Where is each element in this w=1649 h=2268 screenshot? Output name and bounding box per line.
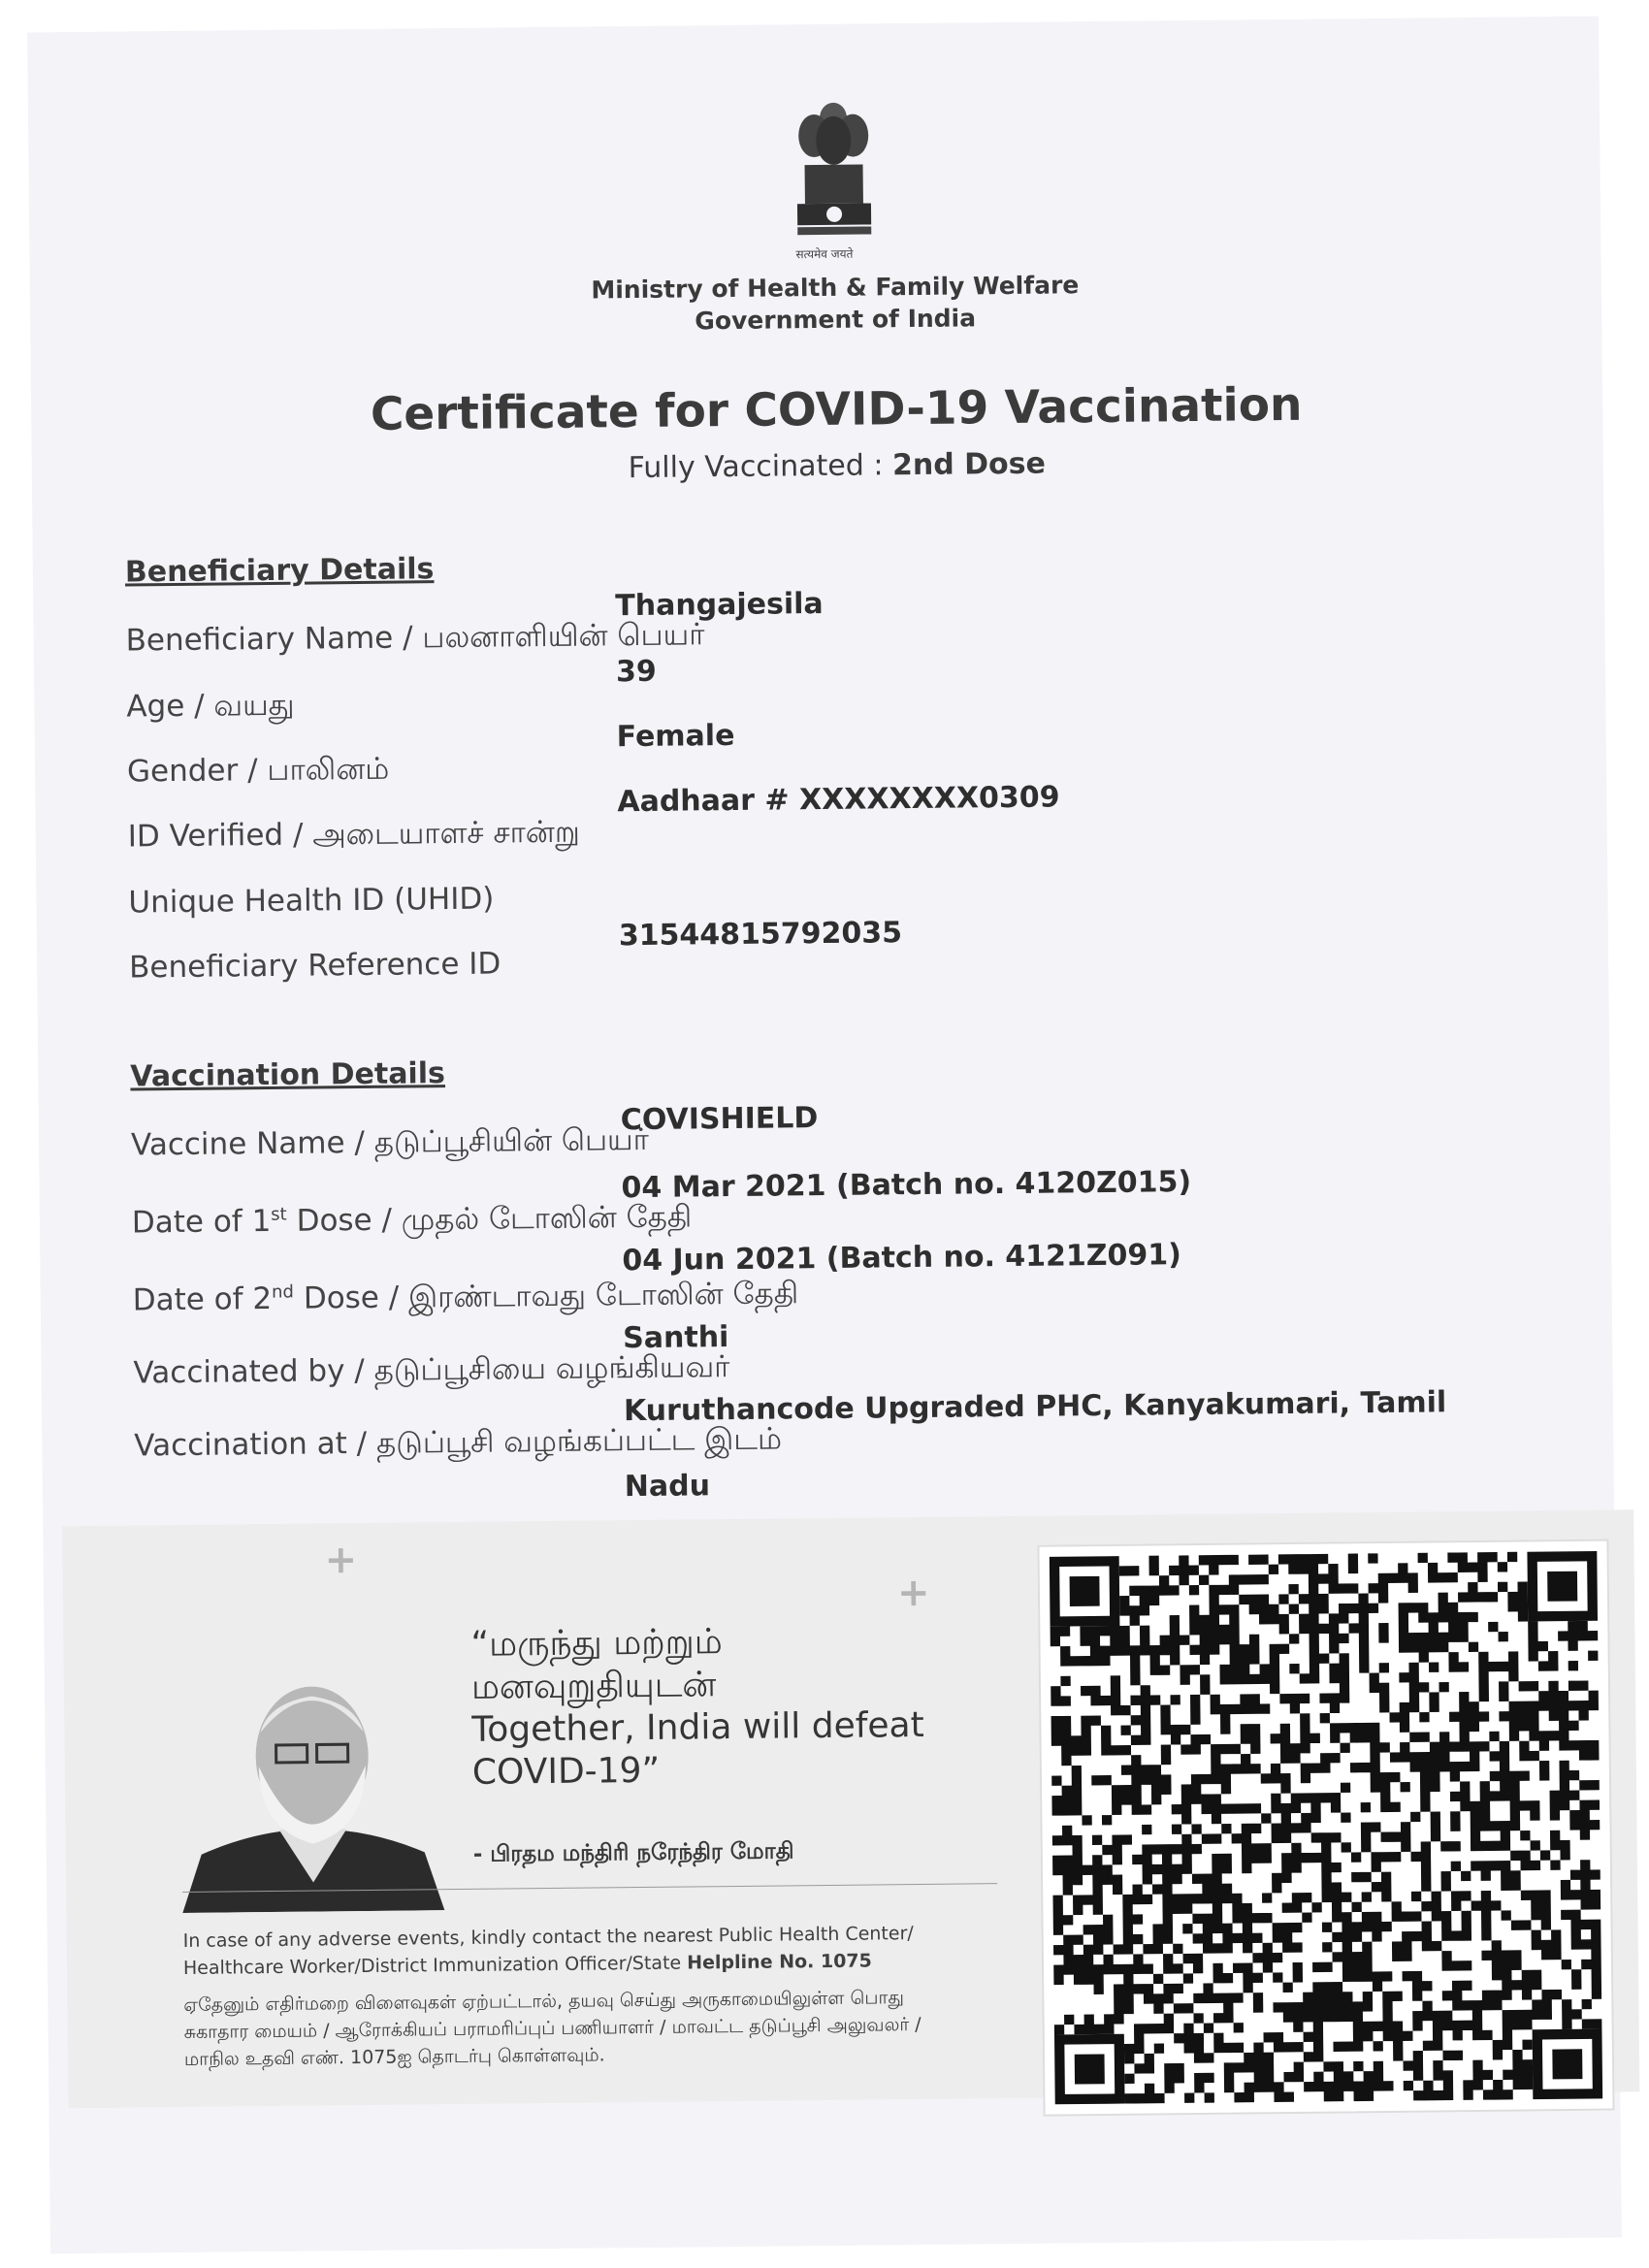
vaccination-at-label: Vaccination at / தடுப்பூசி வழங்கப்பட்ட இடம் xyxy=(134,1421,783,1464)
qr-code xyxy=(1037,1539,1614,2117)
vaccination-status xyxy=(323,443,1351,488)
dose2-date-value: 04 Jun 2021 (Batch no. 4121Z091) xyxy=(622,1238,1182,1279)
plus-decoration-icon: + xyxy=(896,1570,930,1616)
vaccinated-by-value: Santhi xyxy=(623,1320,729,1356)
certificate-paper xyxy=(27,16,1622,2254)
status-dose: 2nd Dose xyxy=(891,446,1047,483)
quote-attribution: - பிரதம மந்திரி நரேந்திர மோதி xyxy=(472,1838,794,1867)
quote-english-line: Together, India will defeat xyxy=(471,1704,924,1750)
quote-english-line: COVID-19” xyxy=(471,1750,661,1793)
portrait-image xyxy=(171,1658,455,1913)
dose1-date-label: Date of 1st Dose / முதல் டோஸின் தேதி xyxy=(131,1199,693,1241)
vaccine-name-value: COVISHIELD xyxy=(620,1101,819,1138)
quote-tamil-line: “மருந்து மற்றும் xyxy=(470,1622,723,1665)
beneficiary-name-label: Beneficiary Name / பலனாளியின் பெயர் xyxy=(125,617,705,659)
national-emblem-icon xyxy=(775,96,893,262)
helpline-number: Helpline No. 1075 xyxy=(687,1950,872,1974)
adverse-events-note: In case of any adverse events, kindly contact the nearest Public Health Center/ Healthcare Worker/District Immunization Officer/State Helpline No. 1075 ஏதேனும் எதிர்மறை விளைவுகள் ஏற்பட்டால், தயவு செய்து அருகாமையிலுள்ள பொது சுகாதார மையம் / ஆரோக்கியப் பராமரிப்புப் பணியாளர் / மாவட்ட தடுப்பூசி அலுவலர் / மாநில உதவி எண். 1075ஐ தொடர்பு கொள்ளவும். xyxy=(182,1923,922,2070)
dose1-date-value: 04 Mar 2021 (Batch no. 4120Z015) xyxy=(621,1165,1192,1206)
quote-block xyxy=(470,1618,1016,1795)
reference-id-value: 31544815792035 xyxy=(618,916,903,954)
quote-tamil-line: மனவுறுதியுடன் xyxy=(470,1665,717,1707)
beneficiary-heading: Beneficiary Details xyxy=(124,552,435,590)
vaccination-heading: Vaccination Details xyxy=(130,1056,446,1094)
certificate-title: Certificate for COVID-19 Vaccination xyxy=(370,377,1303,441)
beneficiary-name-value: Thangajesila xyxy=(615,586,824,624)
gender-label: Gender / பாலினம் xyxy=(126,751,390,790)
ministry-heading xyxy=(573,269,1098,339)
age-value: 39 xyxy=(615,654,657,690)
uhid-label: Unique Health ID (UHID) xyxy=(128,881,495,921)
status-prefix: Fully Vaccinated : xyxy=(628,448,893,486)
vaccinated-by-label: Vaccinated by / தடுப்பூசியை வழங்கியவர் xyxy=(133,1349,730,1391)
vaccine-name-label: Vaccine Name / தடுப்பூசியின் பெயர் xyxy=(130,1121,650,1163)
vaccination-at-value-line2: Nadu xyxy=(624,1469,711,1505)
dose2-date-label: Date of 2nd Dose / இரண்டாவது டோஸின் தேதி xyxy=(132,1276,799,1318)
age-label: Age / வயது xyxy=(126,687,295,725)
vaccination-at-value-line1: Kuruthancode Upgraded PHC, Kanyakumari, Tamil xyxy=(623,1385,1447,1429)
gender-value: Female xyxy=(616,718,735,755)
emblem-motto: सत्यमेव जयते xyxy=(795,246,854,262)
id-verified-value: Aadhaar # XXXXXXXX0309 xyxy=(617,780,1060,820)
reference-id-label: Beneficiary Reference ID xyxy=(128,946,501,986)
government-name: Government of India xyxy=(695,304,977,336)
plus-decoration-icon: + xyxy=(324,1538,358,1583)
id-verified-label: ID Verified / அடையாளச் சான்று xyxy=(127,814,580,855)
ministry-name: Ministry of Health & Family Welfare xyxy=(591,271,1080,305)
